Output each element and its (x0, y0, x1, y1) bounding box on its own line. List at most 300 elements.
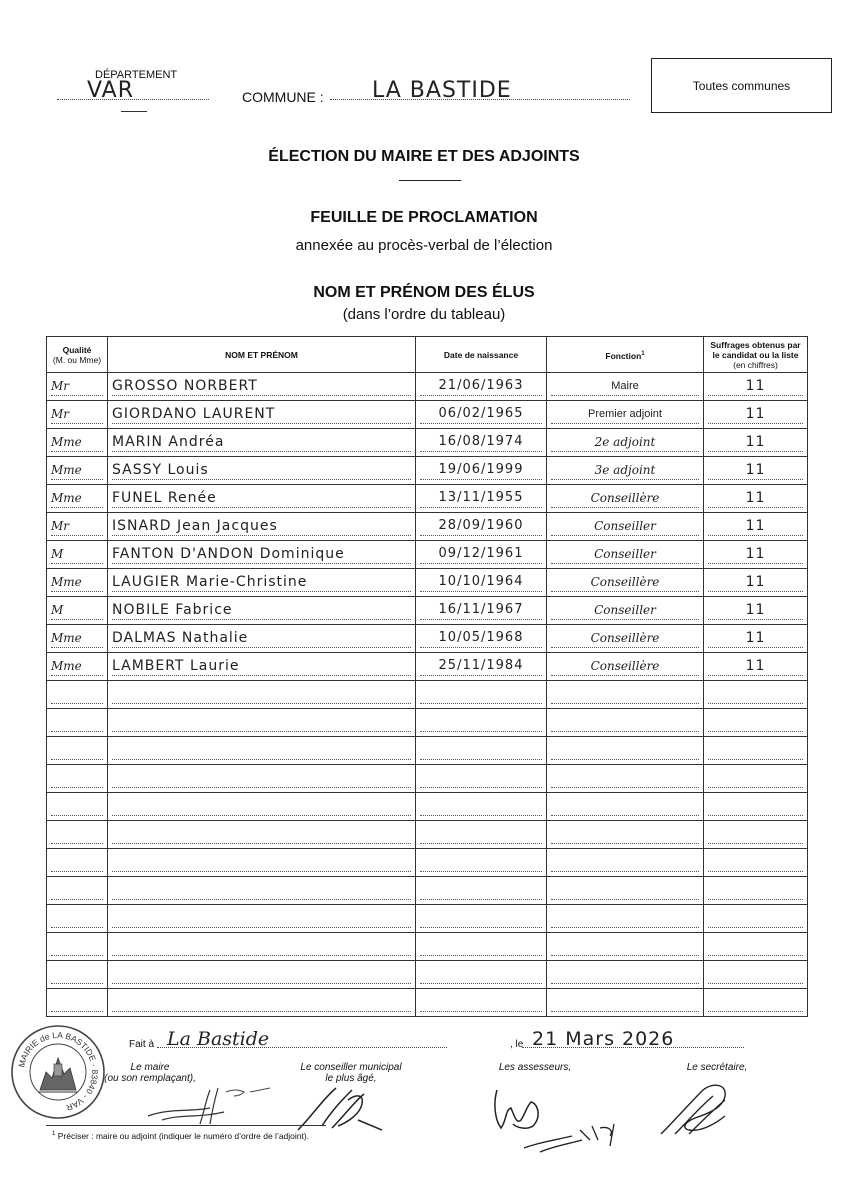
cell-nom-prenom-container (108, 905, 416, 933)
cell-fonction-container (547, 401, 704, 429)
cell-suffrages-container (704, 933, 808, 961)
cell-qualite-container (47, 877, 108, 905)
cell-date-naissance (420, 769, 542, 788)
cell-fonction-container (547, 597, 704, 625)
cell-qualite-container (47, 485, 108, 513)
cell-suffrages-container (704, 597, 808, 625)
cell-nom-prenom-container (108, 485, 416, 513)
table-row (47, 541, 808, 569)
cell-fonction (551, 741, 699, 760)
table-row (47, 877, 808, 905)
cell-fonction: Conseiller (551, 601, 699, 620)
cell-suffrages (708, 909, 803, 928)
assesseurs-signature-label: Les assesseurs, (498, 1062, 572, 1073)
cell-qualite-container (47, 653, 108, 681)
cell-suffrages-container (704, 709, 808, 737)
cell-qualite (51, 713, 103, 732)
cell-date-naissance: 19/06/1999 (420, 461, 542, 480)
cell-suffrages: 11 (708, 433, 803, 452)
cell-suffrages: 11 (708, 573, 803, 592)
table-row (47, 709, 808, 737)
cell-date-naissance-container (416, 821, 547, 849)
col-header-nom: NOM ET PRÉNOM (108, 337, 416, 373)
cell-qualite (51, 741, 103, 760)
cell-nom-prenom (112, 965, 411, 984)
cell-fonction-container (547, 625, 704, 653)
cell-date-naissance: 16/11/1967 (420, 601, 542, 620)
cell-date-naissance-container (416, 709, 547, 737)
cell-nom-prenom-container (108, 737, 416, 765)
cell-qualite-container (47, 513, 108, 541)
cell-qualite-container (47, 793, 108, 821)
cell-date-naissance-container (416, 681, 547, 709)
cell-fonction: Conseillère (551, 489, 699, 508)
title-nom-prenom: NOM ET PRÉNOM DES ÉLUS (313, 284, 535, 301)
cell-date-naissance (420, 965, 542, 984)
cell-suffrages-container (704, 485, 808, 513)
cell-nom-prenom-container (108, 457, 416, 485)
cell-fonction: 3e adjoint (551, 461, 699, 480)
cell-qualite-container (47, 681, 108, 709)
cell-fonction: Premier adjoint (551, 405, 699, 424)
cell-fonction-container (547, 485, 704, 513)
col-header-date: Date de naissance (416, 337, 547, 373)
cell-suffrages (708, 937, 803, 956)
conseiller-signature (292, 1080, 392, 1135)
cell-fonction-container (547, 905, 704, 933)
col-header-suffrages (704, 337, 808, 373)
cell-qualite-container (47, 569, 108, 597)
cell-qualite-container (47, 429, 108, 457)
cell-nom-prenom (112, 825, 411, 844)
cell-suffrages (708, 853, 803, 872)
cell-qualite-container (47, 597, 108, 625)
cell-fonction-container (547, 961, 704, 989)
cell-fonction: Conseiller (551, 545, 699, 564)
cell-nom-prenom (112, 909, 411, 928)
cell-qualite (51, 881, 103, 900)
cell-fonction (551, 881, 699, 900)
cell-date-naissance-container (416, 429, 547, 457)
table-row (47, 457, 808, 485)
cell-fonction: Conseiller (551, 517, 699, 536)
table-row (47, 401, 808, 429)
cell-suffrages: 11 (708, 629, 803, 648)
cell-fonction: Conseillère (551, 657, 699, 676)
title-ordre: (dans l’ordre du tableau) (342, 306, 506, 323)
cell-date-naissance: 16/08/1974 (420, 433, 542, 452)
cell-qualite-container (47, 905, 108, 933)
cell-date-naissance (420, 937, 542, 956)
cell-fonction-container (547, 541, 704, 569)
cell-qualite: Mme (51, 657, 103, 676)
cell-nom-prenom: SASSY Louis (112, 461, 411, 480)
cell-suffrages-container (704, 737, 808, 765)
cell-nom-prenom: GROSSO NORBERT (112, 377, 411, 396)
cell-suffrages (708, 825, 803, 844)
cell-fonction-container (547, 373, 704, 401)
cell-nom-prenom-container (108, 429, 416, 457)
cell-suffrages-container (704, 961, 808, 989)
date-label: , le (510, 1039, 524, 1050)
table-row (47, 765, 808, 793)
cell-fonction-container (547, 513, 704, 541)
cell-date-naissance: 10/10/1964 (420, 573, 542, 592)
cell-date-naissance: 21/06/1963 (420, 377, 542, 396)
seal-text: MAIRIE de LA BASTIDE · 83840 - VAR (16, 1029, 101, 1113)
secretaire-signature-label: Le secrétaire, (686, 1062, 748, 1073)
cell-nom-prenom (112, 881, 411, 900)
cell-qualite: Mme (51, 461, 103, 480)
cell-qualite-container (47, 933, 108, 961)
table-row (47, 961, 808, 989)
cell-qualite-container (47, 373, 108, 401)
cell-nom-prenom-container (108, 653, 416, 681)
fait-a-value: La Bastide (157, 1028, 447, 1048)
cell-date-naissance (420, 909, 542, 928)
cell-suffrages-container (704, 401, 808, 429)
cell-suffrages-container (704, 765, 808, 793)
cell-nom-prenom-container (108, 849, 416, 877)
mairie-seal (10, 1024, 106, 1120)
cell-qualite: Mme (51, 629, 103, 648)
cell-nom-prenom-container (108, 541, 416, 569)
table-row (47, 821, 808, 849)
cell-date-naissance: 28/09/1960 (420, 517, 542, 536)
cell-date-naissance (420, 853, 542, 872)
cell-suffrages-container (704, 373, 808, 401)
secretaire-signature (655, 1078, 745, 1140)
departement-label: DÉPARTEMENT (95, 69, 178, 81)
commune-label: COMMUNE : (242, 89, 324, 105)
cell-date-naissance-container (416, 569, 547, 597)
cell-suffrages (708, 993, 803, 1012)
cell-date-naissance (420, 741, 542, 760)
cell-date-naissance-container (416, 373, 547, 401)
date-value: 21 Mars 2026 (522, 1028, 744, 1048)
cell-fonction (551, 797, 699, 816)
footnote-number: 1 (52, 1131, 56, 1138)
cell-nom-prenom: GIORDANO LAURENT (112, 405, 411, 424)
cell-qualite (51, 685, 103, 704)
table-row (47, 625, 808, 653)
col-header-suffrages-line2: le candidat ou la liste (712, 349, 799, 360)
cell-qualite-container (47, 765, 108, 793)
title-feuille: FEUILLE DE PROCLAMATION (310, 209, 538, 226)
cell-date-naissance-container (416, 597, 547, 625)
cell-qualite: Mr (51, 517, 103, 536)
cell-suffrages-container (704, 849, 808, 877)
col-header-qualite-line1: Qualité (62, 344, 92, 355)
cell-fonction-container (547, 681, 704, 709)
cell-nom-prenom-container (108, 765, 416, 793)
cell-fonction (551, 853, 699, 872)
cell-qualite-container (47, 737, 108, 765)
cell-suffrages: 11 (708, 461, 803, 480)
cell-suffrages-container (704, 429, 808, 457)
cell-date-naissance: 10/05/1968 (420, 629, 542, 648)
cell-date-naissance-container (416, 485, 547, 513)
maire-label-line2: (ou son remplaçant), (104, 1073, 196, 1084)
cell-qualite: Mme (51, 489, 103, 508)
cell-nom-prenom: ISNARD Jean Jacques (112, 517, 411, 536)
cell-fonction-container (547, 569, 704, 597)
cell-date-naissance-container (416, 513, 547, 541)
cell-fonction-container (547, 821, 704, 849)
cell-fonction-container (547, 849, 704, 877)
table-row (47, 373, 808, 401)
title-divider (399, 180, 461, 181)
col-header-suffrages-line3: (en chiffres) (733, 359, 778, 370)
footnote (52, 1131, 309, 1141)
table-row (47, 905, 808, 933)
footnote-divider (46, 1125, 326, 1126)
cell-qualite-container (47, 625, 108, 653)
cell-nom-prenom (112, 853, 411, 872)
commune-value: LA BASTIDE (330, 78, 630, 100)
cell-nom-prenom (112, 937, 411, 956)
cell-date-naissance: 09/12/1961 (420, 545, 542, 564)
table-row (47, 933, 808, 961)
cell-date-naissance: 25/11/1984 (420, 657, 542, 676)
cell-nom-prenom-container (108, 961, 416, 989)
cell-date-naissance-container (416, 625, 547, 653)
cell-qualite (51, 937, 103, 956)
cell-fonction: Conseillère (551, 573, 699, 592)
cell-nom-prenom-container (108, 821, 416, 849)
cell-fonction-container (547, 933, 704, 961)
cell-qualite-container (47, 457, 108, 485)
assesseur-signature-2 (520, 1118, 630, 1154)
departement-divider (121, 111, 147, 112)
cell-suffrages (708, 741, 803, 760)
cell-date-naissance-container (416, 989, 547, 1017)
maire-label-line1: Le maire (130, 1062, 170, 1073)
cell-qualite-container (47, 849, 108, 877)
cell-nom-prenom-container (108, 933, 416, 961)
cell-date-naissance-container (416, 905, 547, 933)
cell-date-naissance-container (416, 765, 547, 793)
cell-qualite: M (51, 601, 103, 620)
cell-qualite (51, 797, 103, 816)
conseiller-label-line2: le plus âgé, (325, 1073, 377, 1084)
cell-suffrages: 11 (708, 405, 803, 424)
table-row (47, 681, 808, 709)
cell-suffrages (708, 881, 803, 900)
maire-signature (140, 1078, 290, 1128)
table-row (47, 737, 808, 765)
cell-fonction-container (547, 653, 704, 681)
cell-nom-prenom: FUNEL Renée (112, 489, 411, 508)
cell-date-naissance (420, 881, 542, 900)
cell-fonction: Conseillère (551, 629, 699, 648)
footnote-marker: 1 (641, 350, 645, 357)
cell-suffrages-container (704, 513, 808, 541)
title-annexe: annexée au procès-verbal de l’élection (295, 237, 553, 254)
cell-suffrages: 11 (708, 601, 803, 620)
cell-qualite: Mme (51, 433, 103, 452)
cell-suffrages-container (704, 457, 808, 485)
cell-date-naissance-container (416, 933, 547, 961)
cell-nom-prenom: LAMBERT Laurie (112, 657, 411, 676)
cell-suffrages-container (704, 681, 808, 709)
cell-qualite (51, 965, 103, 984)
cell-date-naissance-container (416, 849, 547, 877)
cell-nom-prenom-container (108, 681, 416, 709)
cell-date-naissance-container (416, 877, 547, 905)
table-row (47, 653, 808, 681)
cell-date-naissance (420, 825, 542, 844)
cell-date-naissance-container (416, 737, 547, 765)
cell-qualite-container (47, 401, 108, 429)
cell-nom-prenom: DALMAS Nathalie (112, 629, 411, 648)
cell-fonction-container (547, 737, 704, 765)
cell-nom-prenom-container (108, 793, 416, 821)
cell-nom-prenom (112, 993, 411, 1012)
cell-date-naissance-container (416, 457, 547, 485)
toutes-communes-text: Toutes communes (692, 78, 791, 93)
table-row (47, 793, 808, 821)
cell-fonction-container (547, 709, 704, 737)
cell-qualite (51, 853, 103, 872)
cell-suffrages: 11 (708, 545, 803, 564)
cell-nom-prenom-container (108, 597, 416, 625)
cell-qualite (51, 909, 103, 928)
cell-qualite: M (51, 545, 103, 564)
cell-fonction (551, 937, 699, 956)
cell-fonction (551, 685, 699, 704)
cell-nom-prenom-container (108, 989, 416, 1017)
cell-suffrages (708, 685, 803, 704)
cell-suffrages (708, 769, 803, 788)
cell-suffrages-container (704, 989, 808, 1017)
cell-fonction-container (547, 793, 704, 821)
cell-nom-prenom-container (108, 709, 416, 737)
cell-suffrages: 11 (708, 377, 803, 396)
cell-fonction-container (547, 765, 704, 793)
cell-nom-prenom-container (108, 401, 416, 429)
fait-a-label: Fait à (129, 1039, 155, 1050)
cell-suffrages (708, 965, 803, 984)
table-row (47, 849, 808, 877)
toutes-communes-box (651, 58, 832, 113)
cell-qualite (51, 825, 103, 844)
cell-qualite: Mr (51, 405, 103, 424)
cell-fonction (551, 965, 699, 984)
cell-nom-prenom-container (108, 569, 416, 597)
cell-suffrages-container (704, 821, 808, 849)
cell-date-naissance (420, 685, 542, 704)
cell-date-naissance-container (416, 961, 547, 989)
cell-date-naissance (420, 713, 542, 732)
cell-nom-prenom-container (108, 373, 416, 401)
cell-suffrages-container (704, 653, 808, 681)
table-row (47, 485, 808, 513)
cell-fonction: Maire (551, 377, 699, 396)
cell-suffrages (708, 713, 803, 732)
cell-suffrages-container (704, 905, 808, 933)
col-header-fonction-text: Fonction (605, 350, 642, 361)
table-row (47, 429, 808, 457)
footnote-text: Préciser : maire ou adjoint (indiquer le numéro d’ordre de l’adjoint). (57, 1131, 310, 1141)
cell-suffrages-container (704, 625, 808, 653)
cell-date-naissance (420, 993, 542, 1012)
col-header-suffrages-line1: Suffrages obtenus par (710, 339, 801, 350)
col-header-fonction (547, 337, 704, 373)
cell-qualite-container (47, 989, 108, 1017)
cell-date-naissance-container (416, 541, 547, 569)
cell-suffrages-container (704, 569, 808, 597)
elus-table-body (47, 373, 808, 1017)
cell-date-naissance-container (416, 653, 547, 681)
cell-qualite: Mr (51, 377, 103, 396)
cell-nom-prenom-container (108, 877, 416, 905)
table-header-row (47, 337, 808, 373)
cell-nom-prenom (112, 685, 411, 704)
cell-suffrages (708, 797, 803, 816)
cell-date-naissance: 13/11/1955 (420, 489, 542, 508)
elus-table (46, 336, 808, 1017)
cell-fonction (551, 909, 699, 928)
cell-suffrages-container (704, 541, 808, 569)
cell-suffrages: 11 (708, 517, 803, 536)
departement-value: VAR (57, 78, 209, 100)
cell-suffrages: 11 (708, 657, 803, 676)
cell-nom-prenom (112, 741, 411, 760)
conseiller-label-line1: Le conseiller municipal (300, 1062, 402, 1073)
cell-nom-prenom (112, 797, 411, 816)
cell-suffrages-container (704, 793, 808, 821)
table-row (47, 569, 808, 597)
cell-nom-prenom: MARIN Andréa (112, 433, 411, 452)
cell-suffrages-container (704, 877, 808, 905)
cell-fonction (551, 769, 699, 788)
cell-nom-prenom: FANTON D'ANDON Dominique (112, 545, 411, 564)
cell-fonction-container (547, 457, 704, 485)
cell-date-naissance-container (416, 793, 547, 821)
cell-qualite (51, 769, 103, 788)
cell-fonction-container (547, 877, 704, 905)
cell-nom-prenom: LAUGIER Marie-Christine (112, 573, 411, 592)
table-row (47, 989, 808, 1017)
table-row (47, 513, 808, 541)
cell-nom-prenom-container (108, 625, 416, 653)
cell-qualite (51, 993, 103, 1012)
cell-fonction (551, 713, 699, 732)
cell-qualite-container (47, 541, 108, 569)
cell-qualite-container (47, 821, 108, 849)
cell-fonction-container (547, 989, 704, 1017)
cell-suffrages: 11 (708, 489, 803, 508)
cell-nom-prenom-container (108, 513, 416, 541)
cell-date-naissance (420, 797, 542, 816)
col-header-qualite (47, 337, 108, 373)
cell-qualite-container (47, 961, 108, 989)
cell-qualite: Mme (51, 573, 103, 592)
cell-nom-prenom: NOBILE Fabrice (112, 601, 411, 620)
cell-nom-prenom (112, 713, 411, 732)
table-row (47, 597, 808, 625)
cell-date-naissance: 06/02/1965 (420, 405, 542, 424)
title-election: ÉLECTION DU MAIRE ET DES ADJOINTS (268, 148, 580, 165)
cell-date-naissance-container (416, 401, 547, 429)
cell-fonction (551, 825, 699, 844)
cell-fonction-container (547, 429, 704, 457)
cell-fonction (551, 993, 699, 1012)
cell-fonction: 2e adjoint (551, 433, 699, 452)
cell-nom-prenom (112, 769, 411, 788)
col-header-qualite-line2: (M. ou Mme) (52, 354, 102, 365)
